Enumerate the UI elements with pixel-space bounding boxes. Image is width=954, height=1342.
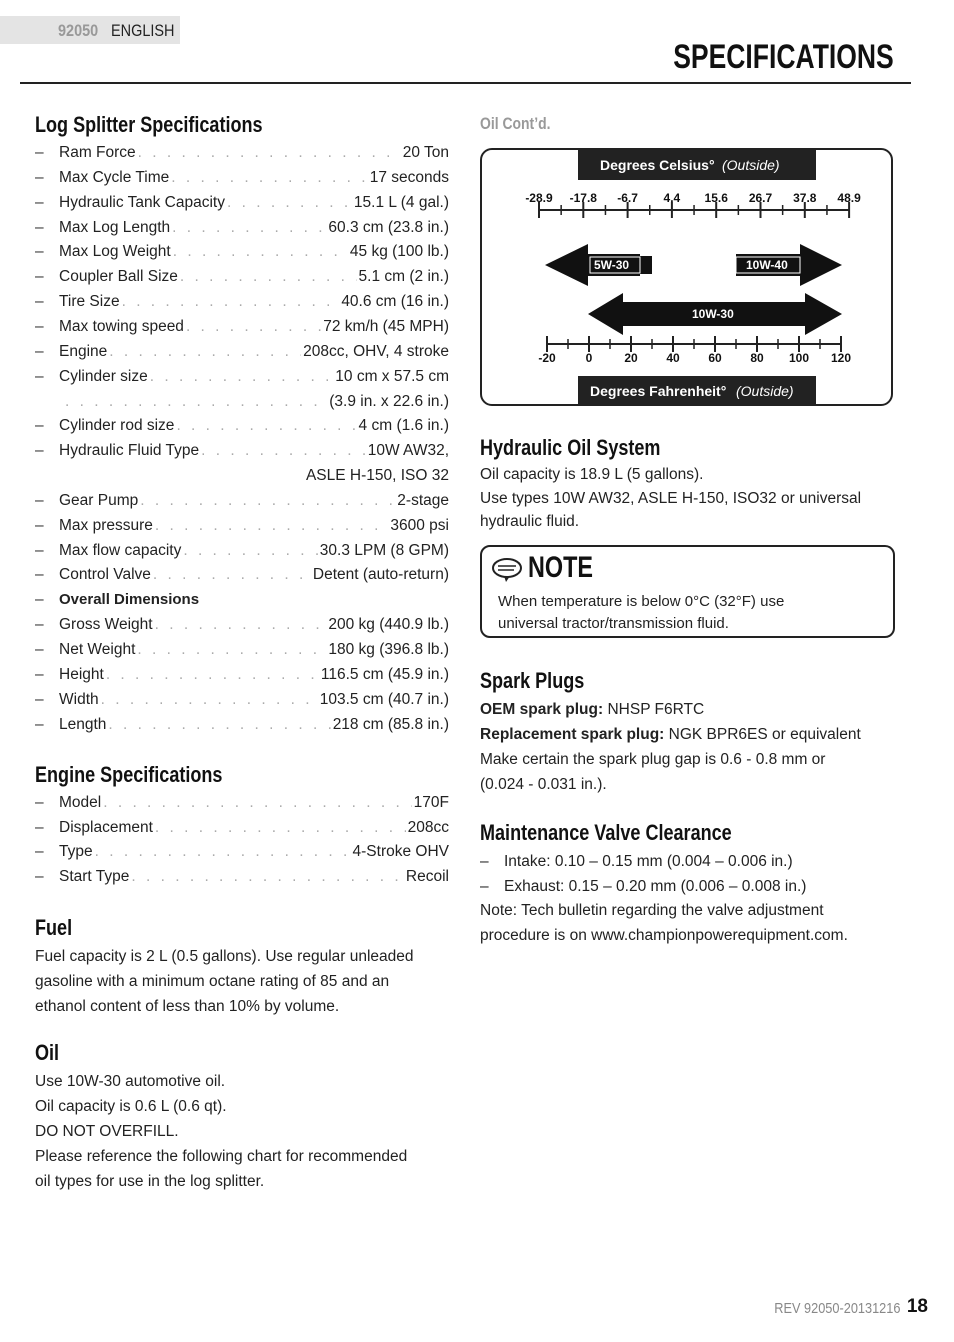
spec-label: Length [59,715,107,733]
spec-label: Hydraulic Tank Capacity [59,193,225,211]
celsius-suffix: (Outside) [722,157,780,173]
spec-value: 200 kg (440.9 lb.) [328,616,449,634]
spec-label: Max towing speed [59,317,184,335]
page-title: SPECIFICATIONS [673,38,894,76]
tick-label: 20 [624,351,638,365]
spec-label: Max pressure [59,516,153,534]
oil-contd-section [480,114,566,134]
leader-dots [109,343,301,361]
dash-bullet: – [35,442,44,460]
leader-dots [183,542,317,560]
spec-label: Height [59,665,104,683]
spec-value: ASLE H-150, ISO 32 [305,467,449,485]
fahrenheit-label: Degrees Fahrenheit° [590,383,727,399]
spec-value: 45 kg (100 lb.) [349,243,449,261]
leader-dots [140,492,395,510]
spec-row [35,843,449,865]
dash-bullet: – [35,818,44,836]
hydraulic-line: Oil capacity is 18.9 L (5 gallons). [480,466,704,483]
spec-row [35,417,449,439]
spec-label: Max Log Weight [59,243,171,261]
tick-label: 100 [788,351,810,365]
oil-contd-heading: Oil Cont’d. [480,114,551,133]
spec-row [35,318,449,340]
spec-value: 10W AW32, [367,442,449,460]
leader-dots [131,868,404,886]
leader-dots [122,293,340,311]
oem-spark-line [480,697,900,722]
hydraulic-text [480,463,900,534]
dash-bullet: – [35,715,44,733]
spec-value: 30.3 LPM (8 GPM) [319,541,449,559]
revision-label: REV 92050-20131216 [773,1300,900,1317]
note-text [498,591,784,635]
fuel-line: gasoline with a minimum octane rating of 85 and an [35,973,390,990]
leader-dots [201,442,366,460]
engine-heading: Engine Specifications [35,762,223,787]
header-rule [20,82,911,84]
spec-label: Cylinder size [59,367,148,385]
oem-value: NHSP F6RTC [607,701,705,718]
header-tab [0,16,180,44]
repl-spark-line [480,722,900,747]
leader-dots [137,641,326,659]
tick-label: -28.9 [525,191,553,205]
spec-label: Type [59,843,93,861]
spec-label: Max Log Length [59,218,171,236]
spec-row [35,343,449,365]
spec-row [35,641,449,663]
valve-item-text: Exhaust: 0.15 – 0.20 mm (0.006 – 0.008 in.) [504,877,807,895]
valve-heading: Maintenance Valve Clearance [480,820,732,845]
spec-value: 208cc [407,818,449,836]
oil-line: DO NOT OVERFILL. [35,1123,179,1140]
spec-row [35,868,449,890]
spec-label: Gear Pump [59,491,139,509]
leader-dots [65,393,327,411]
spec-label: Engine [59,342,108,360]
spec-value: (3.9 in. x 22.6 in.) [329,392,449,410]
oil-text [35,1069,455,1194]
spec-value: Recoil [405,868,449,886]
label-5w30: 5W-30 [594,258,630,272]
language-label: ENGLISH [111,21,175,40]
spec-value: 180 kg (396.8 lb.) [328,641,449,658]
spec-label: Model [59,794,102,811]
spec-row [35,442,449,464]
dash-bullet: – [35,843,44,861]
spec-value: 20 Ton [402,144,449,161]
valve-line: procedure is on www.championpowerequipment.com. [480,926,848,944]
dash-bullet: – [35,243,44,261]
celsius-ticks [525,191,861,218]
spec-row [35,293,449,315]
leader-dots [155,517,388,535]
valve-item-text: Intake: 0.10 – 0.15 mm (0.004 – 0.006 in.) [504,853,793,870]
leader-dots [106,666,319,684]
oil-temperature-chart [480,148,893,406]
celsius-label: Degrees Celsius° [600,157,715,173]
note-pencil-icon [492,557,524,583]
leader-dots [155,819,406,837]
hydraulic-section [480,435,700,461]
spec-row [35,591,449,613]
dash-bullet: – [35,367,44,385]
fuel-line: ethanol content of less than 10% by volume. [35,998,340,1015]
spec-value: 4 cm (1.6 in.) [358,417,449,435]
dash-bullet: – [35,541,44,559]
oil-line: Please reference the following chart for recommended [35,1148,408,1165]
spec-value: 5.1 cm (2 in.) [358,268,449,286]
oil-line: oil types for use in the log splitter. [35,1173,265,1190]
dash-bullet: – [35,868,44,886]
spec-row [35,219,449,241]
tick-label: 48.9 [837,191,861,205]
spark-section [480,668,607,694]
spec-row [35,144,449,166]
label-10w30: 10W-30 [692,307,734,321]
valve-section [480,820,787,846]
spec-label: Max Cycle Time [59,168,170,186]
spec-row [35,542,449,564]
dash-bullet: – [35,342,44,360]
spec-value: 15.1 L (4 gal.) [353,193,449,211]
spec-row [35,368,449,390]
leader-dots [180,268,357,286]
tick-label: -6.7 [617,191,638,205]
tick-label: -17.8 [569,191,597,205]
dash-bullet: – [35,218,44,236]
leader-dots [173,243,348,261]
dash-bullet: – [35,168,44,186]
dash-bullet: – [35,417,44,435]
leader-dots [108,716,330,734]
spec-row [35,566,449,588]
spec-label: Coupler Ball Size [59,268,178,286]
note-line: universal tractor/transmission fluid. [498,615,729,632]
leader-dots [172,219,326,237]
tick-label: 120 [830,351,852,365]
spec-value: 60.3 cm (23.8 in.) [328,218,449,236]
engine-section [35,762,264,788]
spec-row [35,243,449,265]
oil-section [35,1040,64,1066]
leader-dots [227,194,352,212]
leader-dots [186,318,321,336]
tick-label: 4.4 [663,191,681,205]
valve-item: – Exhaust: 0.15 – 0.20 mm (0.006 – 0.008 in.) [480,877,807,895]
spec-label: Max flow capacity [59,541,182,559]
spec-value: 170F [413,794,449,811]
spark-text [480,697,900,797]
spec-row [35,467,449,489]
spec-value: 40.6 cm (16 in.) [341,293,449,311]
leader-dots [176,417,356,435]
spec-value: 116.5 cm (45.9 in.) [320,665,449,683]
spec-label: Cylinder rod size [59,417,175,435]
leader-dots [155,616,327,634]
tick-label: 80 [750,351,764,365]
repl-label: Replacement spark plug: [480,726,665,743]
spec-row [35,819,449,841]
spec-row [35,666,449,688]
log-splitter-heading: Log Splitter Specifications [35,112,263,137]
spec-row [35,194,449,216]
leader-dots [138,144,401,162]
hydraulic-heading: Hydraulic Oil System [480,435,661,460]
tick-label: 0 [585,351,593,365]
leader-dots [101,691,318,709]
spec-label: Displacement [59,818,153,836]
spec-value: Detent (auto-return) [312,566,449,584]
oem-label: OEM spark plug: [480,701,604,718]
fahrenheit-suffix: (Outside) [736,383,794,399]
spec-label: Gross Weight [59,616,153,634]
spec-row [35,393,449,415]
valve-line: Note: Tech bulletin regarding the valve adjustment [480,902,824,919]
spec-row [35,492,449,514]
spec-row [35,691,449,713]
dash-bullet: – [35,293,44,311]
fuel-text [35,944,455,1019]
note-title: NOTE [528,551,594,584]
spec-label: Start Type [59,868,130,886]
dash-bullet: – [35,566,44,584]
spec-row [35,268,449,290]
dash-bullet: – [35,591,44,609]
dash-bullet: – [35,616,44,634]
spec-value: 4-Stroke OHV [352,843,449,861]
engine-spec-list [35,794,449,904]
fuel-section [35,915,80,941]
spec-value: 17 seconds [369,168,449,186]
dash-bullet: – [35,491,44,509]
label-10w40: 10W-40 [746,258,788,272]
spec-value: 10 cm x 57.5 cm [335,367,449,385]
hydraulic-line: Use types 10W AW32, ASLE H-150, ISO32 or universal [480,489,862,507]
oil-line: Use 10W-30 automotive oil. [35,1073,226,1090]
leader-dots [103,794,411,812]
spec-label: Hydraulic Fluid Type [59,442,200,460]
oil-line: Oil capacity is 0.6 L (0.6 qt). [35,1098,227,1115]
dash-bullet: – [35,193,44,211]
spec-label: Overall Dimensions [59,591,200,609]
spec-row [35,616,449,638]
spec-value: 3600 psi [390,516,449,534]
hydraulic-line: hydraulic fluid. [480,513,580,530]
spec-row [35,517,449,539]
spec-value: 208cc, OHV, 4 stroke [303,342,449,360]
dash-bullet: – [35,317,44,335]
tick-label: 15.6 [704,191,728,205]
spec-label: Tire Size [59,293,120,311]
leader-dots [153,566,311,584]
spec-value: 218 cm (85.8 in.) [332,715,449,733]
log-splitter-spec-list [35,144,449,744]
page-number: 18 [906,1296,928,1317]
dash-bullet: – [35,794,44,811]
dash-bullet: – [35,516,44,534]
left-column [35,112,449,138]
spark-line: Make certain the spark plug gap is 0.6 - 0.8 mm or [480,751,826,768]
dash-bullet: – [35,690,44,708]
dash-bullet: – [35,665,44,683]
repl-value: NGK BPR6ES or equivalent [668,726,861,743]
dash-bullet: – [35,268,44,286]
oil-heading: Oil [35,1040,60,1065]
spec-label: Width [59,690,99,708]
leader-dots [95,843,351,861]
spec-label: Ram Force [59,144,136,161]
spec-value: 72 km/h (45 MPH) [323,317,449,335]
spark-heading: Spark Plugs [480,668,585,693]
tick-label: 37.8 [793,191,817,205]
dash-bullet: – [35,641,44,658]
tick-label: 60 [708,351,722,365]
valve-text [480,850,900,948]
oil-chart-svg [480,148,893,406]
valve-item: – Intake: 0.10 – 0.15 mm (0.004 – 0.006 in.) [480,853,793,870]
leader-dots [150,368,334,386]
dash-bullet: – [35,144,44,161]
spec-row [35,716,449,738]
tick-label: -20 [538,351,556,365]
spec-label: Net Weight [59,641,136,658]
spec-value: 2-stage [397,491,449,509]
spec-value: 103.5 cm (40.7 in.) [319,690,449,708]
note-line: When temperature is below 0°C (32°F) use [498,593,785,610]
spec-row [35,794,449,816]
tick-label: 40 [666,351,680,365]
fuel-line: Fuel capacity is 2 L (0.5 gallons). Use regular unleaded [35,948,414,965]
leader-dots [171,169,367,187]
note-box [480,545,895,638]
spark-line: (0.024 - 0.031 in.). [480,776,607,793]
fahrenheit-ticks [538,336,851,365]
tick-label: 26.7 [748,191,773,205]
fuel-heading: Fuel [35,915,73,940]
model-number: 92050 [58,21,99,40]
spec-row [35,169,449,191]
spec-label: Control Valve [59,566,151,584]
